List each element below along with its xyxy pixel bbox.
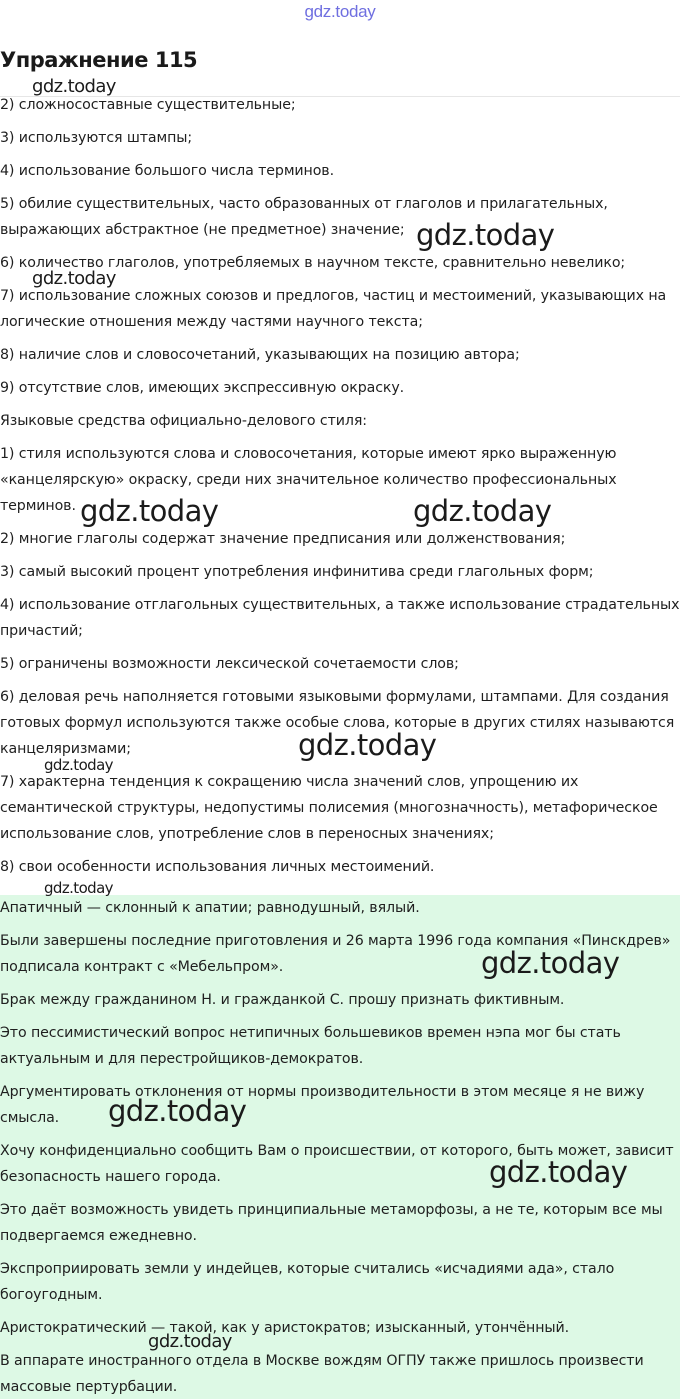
watermark: gdz.today <box>32 268 116 289</box>
list-item: 4) использование отглагольных существительных, а также использование страдательных причастий; <box>0 597 680 639</box>
list-item: 8) свои особенности использования личных местоимений. <box>0 859 435 875</box>
list-item: 6) деловая речь наполняется готовыми языковыми формулами, штампами. Для создания готовых формул используются также особые слова, которые в других стилях называются канцеляризмами; <box>0 689 675 757</box>
list-item: Апатичный — склонный к апатии; равнодушный, вялый. <box>0 900 420 916</box>
watermark: gdz.today <box>481 946 620 980</box>
list-item: Это пессимистический вопрос нетипичных большевиков времен нэпа мог бы стать актуальным и для перестройщиков-демократов. <box>0 1025 621 1067</box>
list-item: 2) многие глаголы содержат значение предписания или долженствования; <box>0 531 566 547</box>
list-item: 6) количество глаголов, употребляемых в научном тексте, сравнительно невелико; <box>0 255 626 271</box>
list-item: 7) использование сложных союзов и предлогов, частиц и местоимений, указывающих на логические отношения между частями научного текста; <box>0 288 667 330</box>
list-item: Были завершены последние приготовления и 26 марта 1996 года компания «Пинскдрев» подписала контракт с «Мебельпром». <box>0 933 671 975</box>
watermark: gdz.today <box>44 879 113 897</box>
watermark: gdz.today <box>416 218 555 252</box>
watermark: gdz.today <box>413 494 552 528</box>
watermark: gdz.today <box>148 1331 232 1352</box>
list-item: Это даёт возможность увидеть принципиальные метаморфозы, а не те, которым все мы подвергаемся ежедневно. <box>0 1202 663 1244</box>
list-item: 3) используются штампы; <box>0 130 193 146</box>
list-item: Аргументировать отклонения от нормы производительности в этом месяце я не вижу смысла. <box>0 1084 645 1126</box>
watermark: gdz.today <box>489 1155 628 1189</box>
list-item: 7) характерна тенденция к сокращению числа значений слов, упрощению их семантической структуры, недопустимы полисемия (многозначность), метафорическое использование слов, употребление слов в переносных значениях; <box>0 774 658 842</box>
list-item: 4) использование большого числа терминов. <box>0 163 334 179</box>
list-item: Экспроприировать земли у индейцев, которые считались «исчадиями ада», стало богоугодным. <box>0 1261 615 1303</box>
watermark: gdz.today <box>80 494 219 528</box>
list-item: 9) отсутствие слов, имеющих экспрессивную окраску. <box>0 380 405 396</box>
list-item: 8) наличие слов и словосочетаний, указывающих на позицию автора; <box>0 347 520 363</box>
list-item: 5) обилие существительных, часто образованных от глаголов и прилагательных, выражающих абстрактное (не предметное) значение; <box>0 196 608 238</box>
list-item: В аппарате иностранного отдела в Москве вождям ОГПУ также пришлось произвести массовые пертурбации. <box>0 1353 644 1395</box>
page-title: Упражнение 115 <box>0 48 198 72</box>
watermark: gdz.today <box>32 76 116 97</box>
watermark: gdz.today <box>44 756 113 774</box>
list-item: Аристократический — такой, как у аристократов; изысканный, утончённый. <box>0 1320 570 1336</box>
list-item: Языковые средства официально-делового стиля: <box>0 413 367 429</box>
watermark: gdz.today <box>108 1094 247 1128</box>
site-link[interactable]: gdz.today <box>304 2 376 21</box>
list-item: 2) сложносоставные существительные; <box>0 97 296 113</box>
list-item: 3) самый высокий процент употребления инфинитива среди глагольных форм; <box>0 564 594 580</box>
list-item: 1) стиля используются слова и словосочетания, которые имеют ярко выраженную «канцелярскую» окраску, среди них значительное количество профессиональных терминов. <box>0 446 617 514</box>
list-item: Хочу конфиденциально сообщить Вам о происшествии, от которого, быть может, зависит безопасность нашего города. <box>0 1143 674 1185</box>
list-item: Брак между гражданином Н. и гражданкой С. прошу признать фиктивным. <box>0 992 565 1008</box>
list-item: 5) ограничены возможности лексической сочетаемости слов; <box>0 656 459 672</box>
watermark: gdz.today <box>298 728 437 762</box>
